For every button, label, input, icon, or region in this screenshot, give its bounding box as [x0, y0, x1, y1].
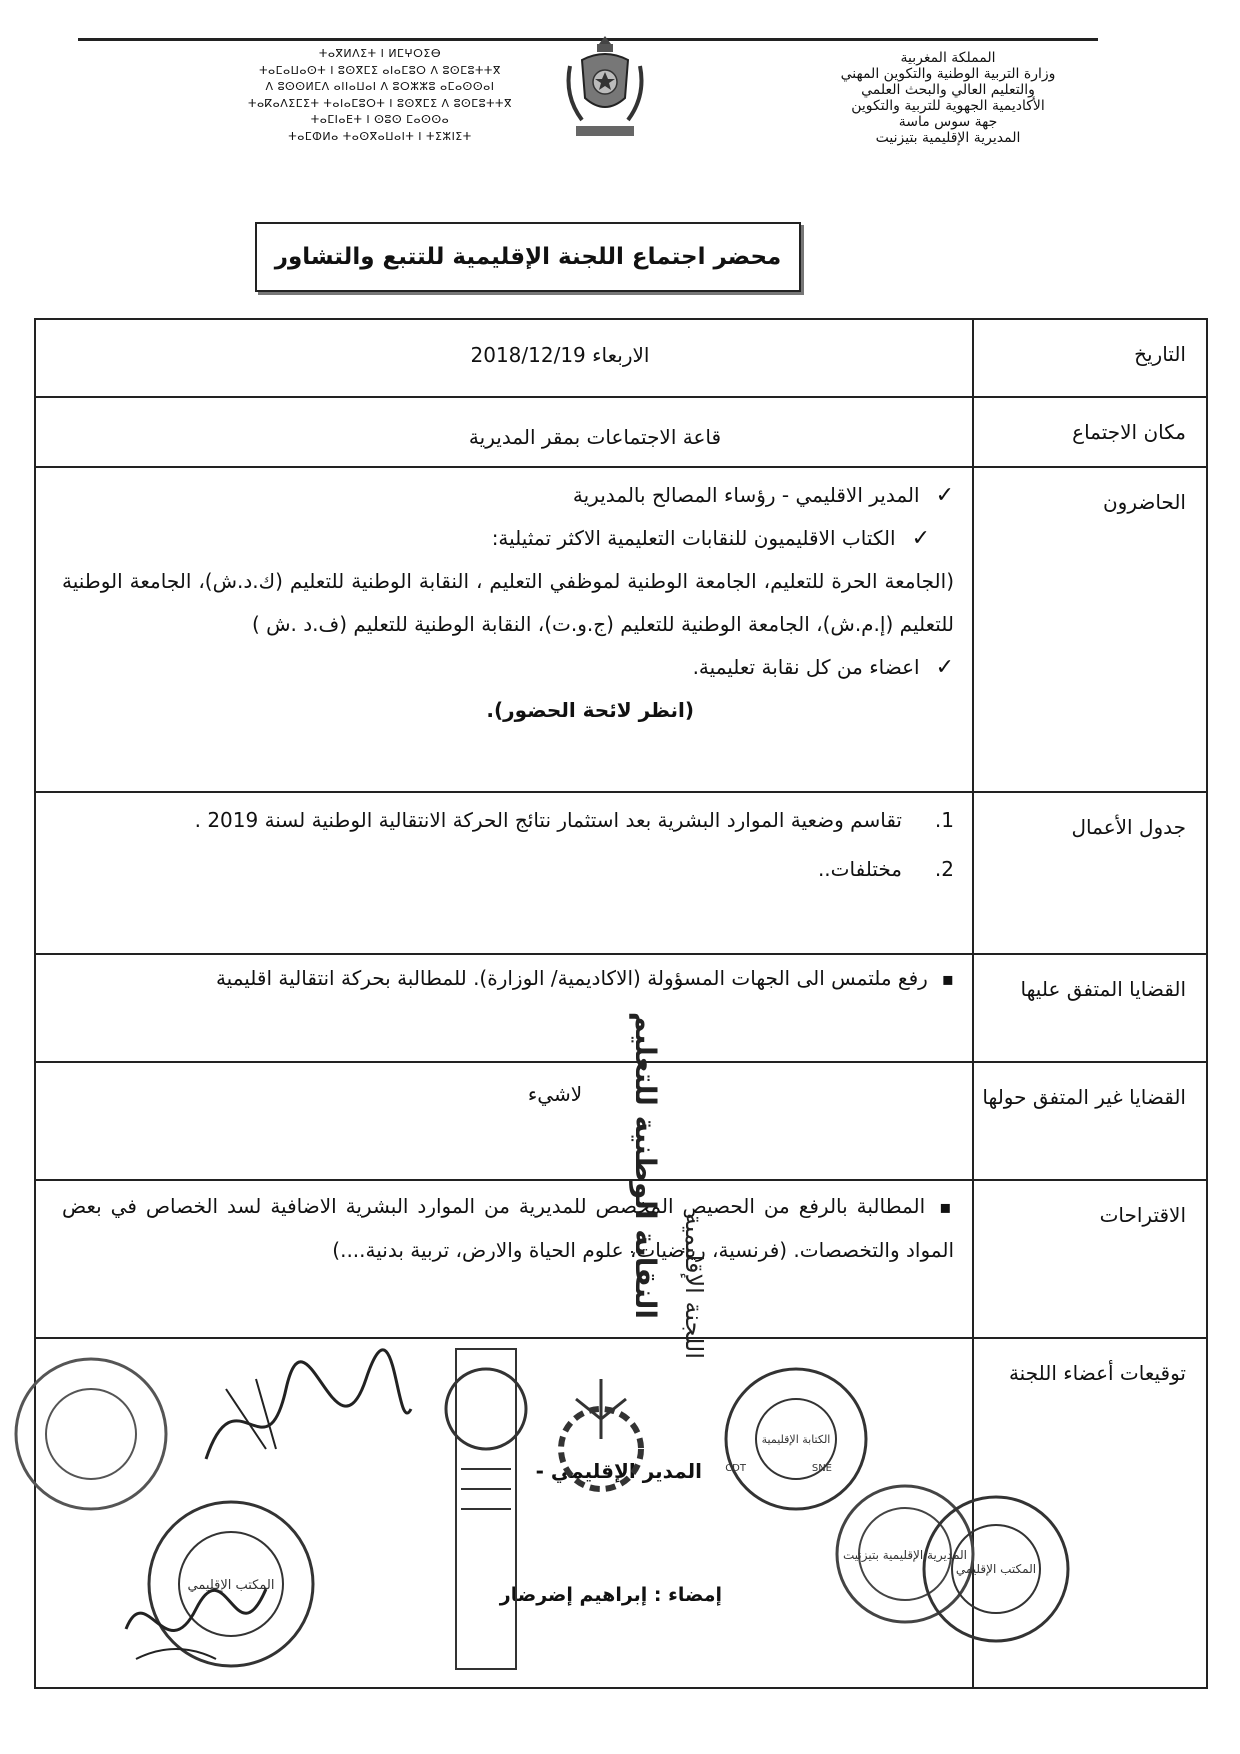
attendee-line — [62, 646, 954, 689]
agreed-item — [62, 957, 954, 1001]
stamp-text: SNE — [811, 1463, 832, 1474]
header-line: وزارة التربية الوطنية والتكوين المهني — [840, 66, 1056, 82]
label-agreed: القضايا المتفق عليها — [973, 954, 1207, 1062]
header-line: والتعليم العالي والبحث العلمي — [861, 82, 1035, 98]
bullet-icon — [925, 1194, 954, 1218]
row-proposals — [35, 1180, 1207, 1338]
row-signatures — [35, 1338, 1207, 1688]
header-arabic — [768, 50, 1128, 146]
attendee-text: المدير الاقليمي - رؤساء المصالح بالمديرية — [572, 483, 920, 507]
unions-list: (الجامعة الحرة للتعليم، الجامعة الوطنية لموظفي التعليم ، النقابة الوطنية للتعليم (ك.د.ش)، الجامعة الوطنية للتعليم (إ.م.ش)، الجامعة الوطنية للتعليم (ج.و.ت)، النقابة الوطنية للتعليم (ف.د .ش ) — [62, 569, 954, 636]
tifinagh-line: ⵜⴰⵎⴰⵡⴰⵙⵜ ⵏ ⵓⵙⴳⵎⵉ ⴰⵏⴰⵎⵓⵔ ⴷ ⵓⵙⵎⵓⵜⵜⴳ — [259, 63, 501, 77]
director-signature-text: إمضاء : إبراهيم إضرضار — [499, 1584, 722, 1606]
stamp-text: المكتب الإقليمي — [955, 1562, 1037, 1576]
header-line: المملكة المغربية — [900, 50, 996, 66]
row-date — [35, 319, 1207, 397]
stamp-text: CDT — [725, 1463, 746, 1474]
agenda-text: مختلفات.. — [817, 857, 902, 881]
agenda-item — [62, 848, 954, 891]
handwritten-signature-icon — [196, 1349, 416, 1489]
value-not-agreed — [35, 1062, 973, 1180]
attendee-line — [62, 517, 954, 560]
header-line: المديرية الإقليمية بتيزنيت — [875, 130, 1021, 146]
attendance-note: (انظر لائحة الحضور). — [486, 698, 694, 722]
label-signatures: توقيعات أعضاء اللجنة — [973, 1338, 1207, 1688]
stamp-text: المديرية الإقليمية بتيزنيت — [842, 1548, 968, 1562]
proposal-text: المطالبة بالرفع من الحصيص المخصص للمديرية من الموارد البشرية الاضافية لسد الخصاص في بعض المواد والتخصصات. (فرنسية، رياضيات، علوم الحياة والارض، تربية بدنية....) — [62, 1194, 954, 1262]
attendee-text: الكتاب الاقليميون للنقابات التعليمية الاكثر تمثيلية: — [491, 526, 896, 550]
check-icon — [896, 526, 930, 550]
proposal-item — [62, 1185, 954, 1272]
tifinagh-line: ⵜⴰⵎⵏⴰⴹⵜ ⵏ ⵙⵓⵙ ⵎⴰⵙⵙⴰ — [310, 113, 450, 126]
place-text: قاعة الاجتماعات بمقر المديرية — [468, 425, 722, 449]
label-not-agreed: القضايا غير المتفق حولها — [973, 1062, 1207, 1180]
cdt-stamp-icon — [716, 1359, 876, 1519]
minutes-table — [34, 318, 1208, 1689]
header-line: الأكاديمية الجهوية للتربية والتكوين — [851, 98, 1045, 114]
director-label: المدير الإقليمي - — [535, 1459, 702, 1483]
check-icon — [920, 655, 954, 679]
tifinagh-line: ⵜⴰⴽⴰⴷⵉⵎⵉⵜ ⵜⴰⵏⴰⵎⵓⵔⵜ ⵏ ⵓⵙⴳⵎⵉ ⴷ ⵓⵙⵎⵓⵜⵜⴳ — [248, 96, 512, 110]
attendee-text: اعضاء من كل نقابة تعليمية. — [692, 655, 920, 679]
value-date — [35, 319, 973, 397]
stamp-text: النقابة الوطنية للتعليم — [629, 1011, 662, 1319]
label-agenda: جدول الأعمال — [973, 792, 1207, 954]
tifinagh-line: ⴷ ⵓⵙⵙⵍⵎⴷ ⴰⵏⵏⴰⵡⴰⵏ ⴷ ⵓⵔⵣⵣⵓ ⴰⵎⴰⵙⵙⴰⵏ — [265, 80, 495, 93]
value-proposals — [35, 1180, 973, 1338]
agenda-number: 2. — [934, 857, 954, 881]
document-title: محضر اجتماع اللجنة الإقليمية للتتبع والتشاور — [255, 222, 801, 292]
attendee-line — [62, 474, 954, 517]
header-tifinagh — [210, 46, 550, 145]
value-agenda — [35, 792, 973, 954]
value-attendees — [35, 467, 973, 792]
row-agenda — [35, 792, 1207, 954]
bullet-icon — [928, 966, 954, 990]
row-attendees — [35, 467, 1207, 792]
label-place: مكان الاجتماع — [973, 397, 1207, 467]
date-text: الاربعاء 2018/12/19 — [470, 343, 650, 367]
row-agreed — [35, 954, 1207, 1062]
stamp-text: الكتابة الإقليمية — [761, 1433, 831, 1446]
agenda-number: 1. — [934, 808, 954, 832]
stamp-text: اللجنة الإقليمية — [680, 1212, 708, 1359]
agreed-text: رفع ملتمس الى الجهات المسؤولة (الاكاديمية/ الوزارة). للمطالبة بحركة انتقالية اقليمية — [215, 966, 928, 990]
label-attendees: الحاضرون — [973, 467, 1207, 792]
row-not-agreed — [35, 1062, 1207, 1180]
check-icon — [920, 483, 954, 507]
trade-union-stamp-icon — [416, 1349, 556, 1679]
left-stamp-icon — [6, 1349, 176, 1519]
tifinagh-line: ⵜⴰⵎⵀⵍⴰ ⵜⴰⵙⴳⴰⵡⴰⵏⵜ ⵏ ⵜⵉⵣⵏⵉⵜ — [288, 129, 472, 143]
bottom-left-signature-icon — [116, 1569, 276, 1679]
label-proposals: الاقتراحات — [973, 1180, 1207, 1338]
row-place — [35, 397, 1207, 467]
stamp-text: المكتب الإقليمي — [187, 1578, 275, 1593]
agenda-text: تقاسم وضعية الموارد البشرية بعد استثمار نتائج الحركة الانتقالية الوطنية لسنة 2019 . — [194, 808, 902, 832]
value-agreed — [35, 954, 973, 1062]
header-line: جهة سوس ماسة — [898, 114, 998, 130]
value-place — [35, 397, 973, 467]
agenda-item — [62, 799, 954, 842]
tifinagh-line: ⵜⴰⴳⵍⴷⵉⵜ ⵏ ⵍⵎⵖⵔⵉⴱ — [318, 47, 442, 60]
coat-of-arms-icon — [560, 30, 650, 160]
label-date: التاريخ — [973, 319, 1207, 397]
regional-office-stamp-icon — [916, 1489, 1076, 1649]
not-agreed-text: لاشيء — [527, 1082, 583, 1106]
